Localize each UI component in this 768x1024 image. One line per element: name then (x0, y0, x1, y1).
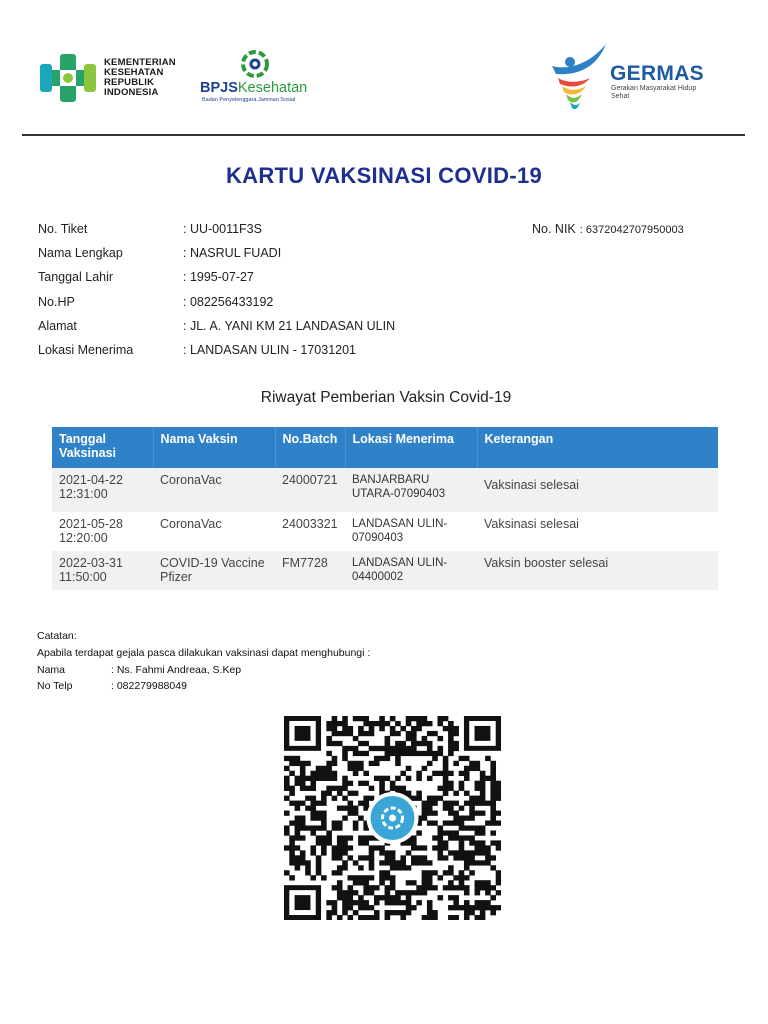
document-header (0, 0, 768, 135)
info-label: Lokasi Menerima (38, 342, 134, 357)
header-divider (22, 134, 745, 136)
notes-section (37, 630, 370, 697)
cell-batch: 24003321 (275, 512, 345, 551)
bpjs-word-kesehatan: Kesehatan (237, 80, 308, 96)
contact-label: No Telp (37, 680, 73, 693)
qr-code-icon (284, 716, 501, 920)
notes-heading: Catatan: (37, 630, 77, 642)
vaccination-history-table (52, 427, 718, 590)
info-label: No. Tiket (38, 222, 88, 236)
kemenkes-logo (38, 52, 176, 104)
cell-vaccine: COVID-19 Vaccine Pfizer (153, 551, 275, 590)
info-value: : JL. A. YANI KM 21 LANDASAN ULIN (183, 318, 396, 333)
history-title: Riwayat Pemberian Vaksin Covid-19 (260, 389, 512, 406)
kemenkes-line: KEMENTERIAN (104, 57, 176, 68)
bpjs-tagline: Badan Penyelenggara Jaminan Sosial (202, 97, 296, 103)
column-header-batch: No.Batch (275, 427, 345, 468)
page-title: KARTU VAKSINASI COVID-19 (225, 163, 543, 188)
cell-date: 2021-05-28 12:20:00 (52, 512, 153, 551)
bpjs-word-bpjs: BPJS (200, 80, 238, 96)
nik-value: : 6372042707950003 (579, 224, 684, 236)
column-header-location: Lokasi Menerima (345, 427, 477, 468)
info-label: Alamat (38, 318, 77, 333)
cell-remarks: Vaksinasi selesai (477, 468, 718, 512)
bpjs-logo-icon (238, 50, 272, 80)
info-value: : LANDASAN ULIN - 17031201 (183, 342, 357, 357)
cell-remarks: Vaksin booster selesai (477, 551, 718, 590)
kemenkes-line: INDONESIA (104, 87, 159, 98)
info-value: : UU-0011F3S (183, 222, 262, 236)
column-header-remarks: Keterangan (477, 427, 718, 468)
info-value: : NASRUL FUADI (183, 246, 282, 261)
cell-location: LANDASAN ULIN-07090403 (345, 512, 477, 551)
table-header-row (52, 427, 718, 468)
germas-logo-icon (548, 42, 612, 114)
cell-batch: FM7728 (275, 551, 345, 590)
contact-row-name (37, 664, 370, 681)
cell-vaccine: CoronaVac (153, 468, 275, 512)
table-row (52, 551, 718, 590)
kemenkes-logo-icon (38, 52, 98, 104)
germas-subtitle: Gerakan Masyarakat Hidup Sehat (611, 85, 697, 100)
cell-location: BANJARBARU UTARA-07090403 (345, 468, 477, 512)
bpjs-wordmark (200, 80, 307, 96)
table-row (52, 468, 718, 512)
nik-label: No. NIK (532, 222, 576, 236)
cell-date: 2022-03-31 11:50:00 (52, 551, 153, 590)
cell-batch: 24000721 (275, 468, 345, 512)
info-value: : 082256433192 (183, 294, 274, 309)
bpjs-logo (200, 50, 320, 106)
cell-date: 2021-04-22 12:31:00 (52, 468, 153, 512)
column-header-vaccine: Nama Vaksin (153, 427, 275, 468)
germas-name: GERMAS (610, 62, 704, 85)
kemenkes-line: KESEHATAN (104, 67, 164, 78)
column-header-date: Tanggal Vaksinasi (52, 427, 153, 468)
cell-vaccine: CoronaVac (153, 512, 275, 551)
contact-label: Nama (37, 663, 66, 676)
nik-field (532, 222, 684, 236)
cell-location: LANDASAN ULIN-04400002 (345, 551, 477, 590)
germas-logo (548, 42, 723, 114)
info-label: Nama Lengkap (38, 246, 123, 261)
notes-text: Apabila terdapat gejala pasca dilakukan vaksinasi dapat menghubungi : (37, 646, 371, 659)
kemenkes-line: REPUBLIK (104, 77, 155, 88)
contact-value: : 082279988049 (111, 680, 187, 693)
table-row (52, 512, 718, 551)
contact-row-phone (37, 680, 370, 697)
info-value: : 1995-07-27 (183, 270, 254, 285)
info-label: Tanggal Lahir (38, 270, 114, 285)
info-label: No.HP (38, 294, 75, 309)
cell-remarks: Vaksinasi selesai (477, 512, 718, 551)
contact-value: : Ns. Fahmi Andreaa, S.Kep (111, 663, 242, 676)
kemenkes-text (104, 58, 176, 98)
